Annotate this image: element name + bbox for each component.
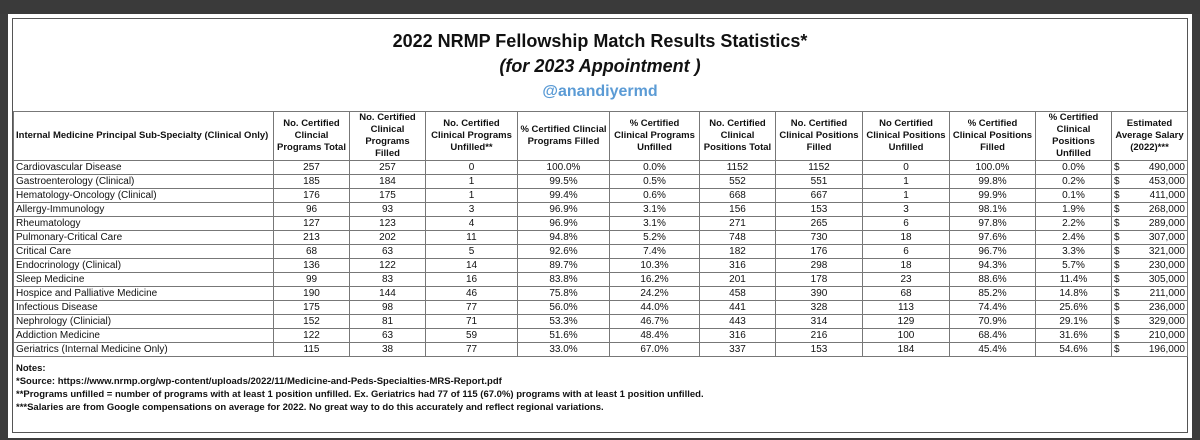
table-cell: 129 bbox=[863, 315, 950, 329]
salary-cell bbox=[1112, 217, 1188, 231]
table-cell: 63 bbox=[350, 329, 426, 343]
table-cell: 11.4% bbox=[1036, 273, 1112, 287]
table-cell: 77 bbox=[426, 301, 518, 315]
table-cell: 53.3% bbox=[518, 315, 610, 329]
currency-symbol: $ bbox=[1114, 162, 1120, 173]
specialty-name-cell: Sleep Medicine bbox=[14, 273, 274, 287]
salary-cell bbox=[1112, 189, 1188, 203]
table-cell: 75.8% bbox=[518, 287, 610, 301]
table-cell: 45.4% bbox=[950, 343, 1036, 357]
table-cell: 31.6% bbox=[1036, 329, 1112, 343]
table-cell: 123 bbox=[350, 217, 426, 231]
table-cell: 5.2% bbox=[610, 231, 700, 245]
table-cell: 67.0% bbox=[610, 343, 700, 357]
table-cell: 1 bbox=[863, 175, 950, 189]
table-cell: 176 bbox=[776, 245, 863, 259]
salary-amount: 453,000 bbox=[1148, 176, 1185, 187]
table-row bbox=[14, 245, 1188, 259]
table-cell: 46.7% bbox=[610, 315, 700, 329]
table-cell: 89.7% bbox=[518, 259, 610, 273]
currency-symbol: $ bbox=[1114, 330, 1120, 341]
table-cell: 185 bbox=[274, 175, 350, 189]
table-cell: 152 bbox=[274, 315, 350, 329]
note-source: *Source: https://www.nrmp.org/wp-content/uploads/2022/11/Medicine-and-Peds-Specialties-MRS-Report.pdf bbox=[16, 376, 502, 387]
table-cell: 46 bbox=[426, 287, 518, 301]
table-cell: 48.4% bbox=[610, 329, 700, 343]
currency-symbol: $ bbox=[1114, 218, 1120, 229]
table-cell: 94.3% bbox=[950, 259, 1036, 273]
column-header: % Certified Clincial Programs Filled bbox=[518, 112, 610, 161]
salary-amount: 289,000 bbox=[1148, 218, 1185, 229]
salary-cell bbox=[1112, 203, 1188, 217]
table-cell: 1152 bbox=[776, 161, 863, 175]
table-cell: 3 bbox=[863, 203, 950, 217]
table-cell: 70.9% bbox=[950, 315, 1036, 329]
column-header: No. Certified Clinical Programs Filled bbox=[350, 112, 426, 161]
table-cell: 11 bbox=[426, 231, 518, 245]
table-body bbox=[14, 161, 1188, 357]
column-header: Estimated Average Salary (2022)*** bbox=[1112, 112, 1188, 161]
specialty-name-cell: Addiction Medicine bbox=[14, 329, 274, 343]
table-cell: 81 bbox=[350, 315, 426, 329]
table-cell: 390 bbox=[776, 287, 863, 301]
match-statistics-table bbox=[13, 111, 1188, 357]
table-cell: 54.6% bbox=[1036, 343, 1112, 357]
table-cell: 56.0% bbox=[518, 301, 610, 315]
table-cell: 113 bbox=[863, 301, 950, 315]
table-cell: 68 bbox=[863, 287, 950, 301]
column-header: Internal Medicine Principal Sub-Specialty (Clinical Only) bbox=[14, 112, 274, 161]
table-cell: 176 bbox=[274, 189, 350, 203]
salary-amount: 236,000 bbox=[1148, 302, 1185, 313]
table-cell: 100.0% bbox=[950, 161, 1036, 175]
salary-amount: 268,000 bbox=[1148, 204, 1185, 215]
table-cell: 5.7% bbox=[1036, 259, 1112, 273]
table-cell: 99 bbox=[274, 273, 350, 287]
salary-amount: 230,000 bbox=[1148, 260, 1185, 271]
column-header: No. Certified Clinical Programs Unfilled** bbox=[426, 112, 518, 161]
notes-heading: Notes: bbox=[16, 363, 46, 374]
column-header: No Certified Clinical Positions Unfilled bbox=[863, 112, 950, 161]
table-cell: 83.8% bbox=[518, 273, 610, 287]
table-cell: 3.3% bbox=[1036, 245, 1112, 259]
table-cell: 122 bbox=[274, 329, 350, 343]
column-header: % Certified Clinical Programs Unfilled bbox=[610, 112, 700, 161]
specialty-name-cell: Allergy-Immunology bbox=[14, 203, 274, 217]
table-cell: 441 bbox=[700, 301, 776, 315]
table-cell: 0 bbox=[863, 161, 950, 175]
table-header-row bbox=[14, 112, 1188, 161]
currency-symbol: $ bbox=[1114, 176, 1120, 187]
table-cell: 14.8% bbox=[1036, 287, 1112, 301]
table-cell: 99.4% bbox=[518, 189, 610, 203]
table-cell: 96.7% bbox=[950, 245, 1036, 259]
table-cell: 337 bbox=[700, 343, 776, 357]
salary-cell bbox=[1112, 301, 1188, 315]
salary-amount: 211,000 bbox=[1149, 288, 1185, 299]
table-cell: 7.4% bbox=[610, 245, 700, 259]
table-cell: 316 bbox=[700, 329, 776, 343]
salary-cell bbox=[1112, 231, 1188, 245]
table-cell: 153 bbox=[776, 203, 863, 217]
table-cell: 257 bbox=[350, 161, 426, 175]
table-row bbox=[14, 329, 1188, 343]
salary-cell bbox=[1112, 175, 1188, 189]
table-cell: 33.0% bbox=[518, 343, 610, 357]
top-bar bbox=[0, 0, 1200, 14]
table-cell: 63 bbox=[350, 245, 426, 259]
document-sheet bbox=[8, 14, 1192, 438]
note-salaries: ***Salaries are from Google compensations on average for 2022. No great way to do this accurately and reflect regional variations. bbox=[16, 402, 604, 413]
document-subtitle: (for 2023 Appointment ) bbox=[499, 56, 701, 76]
table-cell: 100.0% bbox=[518, 161, 610, 175]
table-cell: 16.2% bbox=[610, 273, 700, 287]
table-cell: 10.3% bbox=[610, 259, 700, 273]
currency-symbol: $ bbox=[1114, 246, 1120, 257]
document-title: 2022 NRMP Fellowship Match Results Statistics* bbox=[392, 31, 808, 51]
table-cell: 83 bbox=[350, 273, 426, 287]
table-cell: 2.2% bbox=[1036, 217, 1112, 231]
document-frame bbox=[12, 18, 1188, 433]
table-cell: 99.8% bbox=[950, 175, 1036, 189]
table-cell: 6 bbox=[863, 217, 950, 231]
table-cell: 99.5% bbox=[518, 175, 610, 189]
table-cell: 316 bbox=[700, 259, 776, 273]
table-cell: 748 bbox=[700, 231, 776, 245]
table-cell: 458 bbox=[700, 287, 776, 301]
table-cell: 153 bbox=[776, 343, 863, 357]
table-cell: 100 bbox=[863, 329, 950, 343]
table-cell: 271 bbox=[700, 217, 776, 231]
table-cell: 298 bbox=[776, 259, 863, 273]
table-cell: 92.6% bbox=[518, 245, 610, 259]
table-cell: 0.0% bbox=[1036, 161, 1112, 175]
table-cell: 23 bbox=[863, 273, 950, 287]
salary-amount: 196,000 bbox=[1148, 344, 1185, 355]
table-cell: 94.8% bbox=[518, 231, 610, 245]
table-cell: 668 bbox=[700, 189, 776, 203]
table-cell: 14 bbox=[426, 259, 518, 273]
table-cell: 88.6% bbox=[950, 273, 1036, 287]
salary-cell bbox=[1112, 343, 1188, 357]
salary-cell bbox=[1112, 287, 1188, 301]
specialty-name-cell: Infectious Disease bbox=[14, 301, 274, 315]
table-cell: 5 bbox=[426, 245, 518, 259]
salary-cell bbox=[1112, 161, 1188, 175]
table-row bbox=[14, 343, 1188, 357]
table-row bbox=[14, 189, 1188, 203]
salary-cell bbox=[1112, 245, 1188, 259]
table-cell: 184 bbox=[863, 343, 950, 357]
table-cell: 0.1% bbox=[1036, 189, 1112, 203]
column-header: % Certified Clinical Positions Unfilled bbox=[1036, 112, 1112, 161]
table-cell: 216 bbox=[776, 329, 863, 343]
salary-amount: 305,000 bbox=[1148, 274, 1185, 285]
table-cell: 97.6% bbox=[950, 231, 1036, 245]
currency-symbol: $ bbox=[1114, 302, 1120, 313]
specialty-name-cell: Gastroenterology (Clinical) bbox=[14, 175, 274, 189]
table-cell: 1 bbox=[426, 175, 518, 189]
table-cell: 201 bbox=[700, 273, 776, 287]
column-header: No. Certified Clincial Programs Total bbox=[274, 112, 350, 161]
table-row bbox=[14, 231, 1188, 245]
table-cell: 115 bbox=[274, 343, 350, 357]
salary-amount: 321,000 bbox=[1148, 246, 1185, 257]
table-cell: 2.4% bbox=[1036, 231, 1112, 245]
note-programs-unfilled: **Programs unfilled = number of programs with at least 1 position unfilled. Ex. Geriatrics had 77 of 115 (67.0%) programs with at least 1 position unfilled. bbox=[16, 389, 704, 400]
table-cell: 175 bbox=[274, 301, 350, 315]
table-cell: 0 bbox=[426, 161, 518, 175]
table-row bbox=[14, 175, 1188, 189]
currency-symbol: $ bbox=[1114, 274, 1120, 285]
table-cell: 175 bbox=[350, 189, 426, 203]
salary-amount: 411,000 bbox=[1149, 190, 1185, 201]
table-cell: 0.2% bbox=[1036, 175, 1112, 189]
table-cell: 3.1% bbox=[610, 217, 700, 231]
table-cell: 1 bbox=[426, 189, 518, 203]
table-cell: 202 bbox=[350, 231, 426, 245]
specialty-name-cell: Rheumatology bbox=[14, 217, 274, 231]
table-cell: 38 bbox=[350, 343, 426, 357]
table-cell: 730 bbox=[776, 231, 863, 245]
table-cell: 0.5% bbox=[610, 175, 700, 189]
table-cell: 68 bbox=[274, 245, 350, 259]
table-cell: 29.1% bbox=[1036, 315, 1112, 329]
table-row bbox=[14, 287, 1188, 301]
table-cell: 257 bbox=[274, 161, 350, 175]
table-cell: 551 bbox=[776, 175, 863, 189]
salary-cell bbox=[1112, 273, 1188, 287]
table-cell: 97.8% bbox=[950, 217, 1036, 231]
table-cell: 18 bbox=[863, 231, 950, 245]
table-cell: 213 bbox=[274, 231, 350, 245]
table-cell: 178 bbox=[776, 273, 863, 287]
salary-cell bbox=[1112, 329, 1188, 343]
table-cell: 74.4% bbox=[950, 301, 1036, 315]
table-cell: 93 bbox=[350, 203, 426, 217]
specialty-name-cell: Hospice and Palliative Medicine bbox=[14, 287, 274, 301]
table-cell: 136 bbox=[274, 259, 350, 273]
specialty-name-cell: Cardiovascular Disease bbox=[14, 161, 274, 175]
specialty-name-cell: Nephrology (Clinicial) bbox=[14, 315, 274, 329]
table-row bbox=[14, 217, 1188, 231]
table-cell: 3.1% bbox=[610, 203, 700, 217]
table-row bbox=[14, 161, 1188, 175]
table-cell: 127 bbox=[274, 217, 350, 231]
table-cell: 16 bbox=[426, 273, 518, 287]
table-cell: 25.6% bbox=[1036, 301, 1112, 315]
table-cell: 552 bbox=[700, 175, 776, 189]
table-cell: 96.9% bbox=[518, 203, 610, 217]
currency-symbol: $ bbox=[1114, 190, 1120, 201]
table-cell: 1 bbox=[863, 189, 950, 203]
salary-amount: 490,000 bbox=[1148, 162, 1185, 173]
salary-cell bbox=[1112, 259, 1188, 273]
salary-amount: 210,000 bbox=[1148, 330, 1185, 341]
table-cell: 98.1% bbox=[950, 203, 1036, 217]
salary-amount: 307,000 bbox=[1148, 232, 1185, 243]
table-cell: 4 bbox=[426, 217, 518, 231]
table-cell: 443 bbox=[700, 315, 776, 329]
table-cell: 6 bbox=[863, 245, 950, 259]
table-cell: 71 bbox=[426, 315, 518, 329]
table-cell: 18 bbox=[863, 259, 950, 273]
currency-symbol: $ bbox=[1114, 204, 1120, 215]
specialty-name-cell: Hematology-Oncology (Clinical) bbox=[14, 189, 274, 203]
table-cell: 68.4% bbox=[950, 329, 1036, 343]
table-cell: 667 bbox=[776, 189, 863, 203]
author-handle: @anandiyermd bbox=[542, 83, 658, 100]
table-cell: 182 bbox=[700, 245, 776, 259]
table-cell: 98 bbox=[350, 301, 426, 315]
table-cell: 44.0% bbox=[610, 301, 700, 315]
table-cell: 122 bbox=[350, 259, 426, 273]
column-header: % Certified Clinical Positions Filled bbox=[950, 112, 1036, 161]
currency-symbol: $ bbox=[1114, 260, 1120, 271]
table-row bbox=[14, 301, 1188, 315]
notes-section bbox=[16, 362, 1184, 414]
table-cell: 1.9% bbox=[1036, 203, 1112, 217]
currency-symbol: $ bbox=[1114, 316, 1120, 327]
table-cell: 96.9% bbox=[518, 217, 610, 231]
table-cell: 85.2% bbox=[950, 287, 1036, 301]
currency-symbol: $ bbox=[1114, 288, 1120, 299]
table-cell: 265 bbox=[776, 217, 863, 231]
table-row bbox=[14, 315, 1188, 329]
table-row bbox=[14, 273, 1188, 287]
currency-symbol: $ bbox=[1114, 232, 1120, 243]
table-cell: 314 bbox=[776, 315, 863, 329]
table-row bbox=[14, 203, 1188, 217]
specialty-name-cell: Geriatrics (Internal Medicine Only) bbox=[14, 343, 274, 357]
table-row bbox=[14, 259, 1188, 273]
table-cell: 24.2% bbox=[610, 287, 700, 301]
table-cell: 1152 bbox=[700, 161, 776, 175]
column-header: No. Certified Clinical Positions Total bbox=[700, 112, 776, 161]
specialty-name-cell: Critical Care bbox=[14, 245, 274, 259]
table-cell: 96 bbox=[274, 203, 350, 217]
table-cell: 77 bbox=[426, 343, 518, 357]
table-cell: 190 bbox=[274, 287, 350, 301]
table-cell: 0.0% bbox=[610, 161, 700, 175]
table-cell: 3 bbox=[426, 203, 518, 217]
table-cell: 328 bbox=[776, 301, 863, 315]
table-cell: 51.6% bbox=[518, 329, 610, 343]
table-cell: 59 bbox=[426, 329, 518, 343]
table-cell: 156 bbox=[700, 203, 776, 217]
salary-cell bbox=[1112, 315, 1188, 329]
table-cell: 144 bbox=[350, 287, 426, 301]
table-cell: 99.9% bbox=[950, 189, 1036, 203]
table-cell: 184 bbox=[350, 175, 426, 189]
specialty-name-cell: Endocrinology (Clinical) bbox=[14, 259, 274, 273]
column-header: No. Certified Clinical Positions Filled bbox=[776, 112, 863, 161]
currency-symbol: $ bbox=[1114, 344, 1120, 355]
specialty-name-cell: Pulmonary-Critical Care bbox=[14, 231, 274, 245]
salary-amount: 329,000 bbox=[1148, 316, 1185, 327]
table-cell: 0.6% bbox=[610, 189, 700, 203]
